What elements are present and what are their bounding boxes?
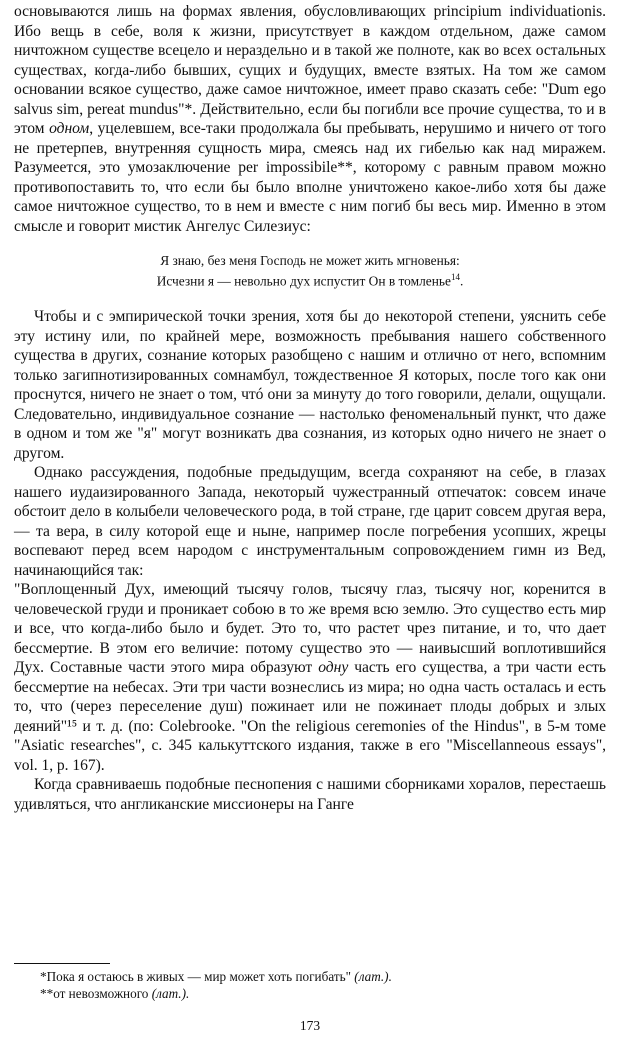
footnote-2 bbox=[14, 985, 606, 1002]
footnote-1-lang: (лат.). bbox=[354, 969, 392, 984]
paragraph-3 bbox=[14, 463, 606, 580]
page-number: 173 bbox=[299, 1018, 321, 1033]
book-page bbox=[14, 2, 606, 1038]
poem-quote bbox=[14, 252, 606, 289]
footnote-1 bbox=[14, 968, 606, 985]
poem-line-2-end: . bbox=[459, 273, 464, 289]
text-run: часть его существа, а три части есть бессмертие на небесах. Эти три части вознеслись из мира; но одна часть осталась и есть то, что (через переселение душ) пожинает или не пожинает плоды добрых и злых деяний"¹⁵ и т. д. (по: Colebrooke. "On the religious ceremonies of the Hindus", в 5-м томе "Asiatic researches", с. 345 калькуттского издания, также в его "Miscellanneous essays", vol. 1, p. 167). bbox=[14, 659, 606, 774]
text-run: Когда сравниваешь подобные песнопения с нашими сборниками хоралов, перестаешь удивляться, что англиканские миссионеры на Ганге bbox=[14, 776, 606, 813]
footnote-1-text: *Пока я остаюсь в живых — мир может хоть погибать" bbox=[40, 969, 351, 984]
footnote-2-lang: (лат.). bbox=[151, 986, 190, 1001]
paragraph-4-hymn bbox=[14, 580, 606, 775]
italic-text: одном bbox=[49, 120, 90, 137]
footnote-ref-14: 14 bbox=[450, 272, 460, 282]
paragraph-1 bbox=[14, 2, 606, 236]
poem-line-2 bbox=[14, 269, 606, 289]
poem-line-1: Я знаю, без меня Господь не может жить мгновенья: bbox=[160, 253, 460, 268]
text-run: Чтобы и с эмпирической точки зрения, хотя бы до некоторой степени, уяснить себе эту истину или, по крайней мере, возможность пребывания нашего собственного существа в других, сознание которых разобщено с нашим и отлично от него, вспомним только загипнотизированных сомнамбул, тождественное Я которых, после того как они проснутся, ничего не знает о том, чтó они за минуту до того говорили, делали, ощущали. Следовательно, индивидуальное сознание — настолько феноменальный пункт, что даже в одном и том же "я" могут возникать два сознания, из которых одно ничего не знает о другом. bbox=[14, 308, 606, 462]
poem-line-2-text: Исчезни я — невольно дух испустит Он в томленье bbox=[156, 273, 451, 289]
text-run: "Воплощенный Дух, имеющий тысячу голов, тысячу глаз, тысячу ног, коренится в человеческой груди и проникает собою в то же время всю землю. Это существо есть мир и все, что когда-либо было и будет. Это то, что растет чрез питание, и то, что дает бессмертие. В этом его величие: потому существо это — наивысший воплотившийся Дух. Составные части этого мира образуют bbox=[14, 581, 606, 677]
text-run: , уцелевшем, все-таки продолжала бы пребывать, нерушимо и ничего от того не претерпев, внутренняя сущность мира, смеясь над их гибелью как над миражем. Разумеется, это умозаключение per impossibile**, которому с равным правом можно противопоставить то, что если бы было вполне уничтожено какое-либо хотя бы даже самое ничтожное существо, то в нем и вместе с ним погиб бы весь мир. Именно в этом смысле и говорит мистик Ангелус Силезиус: bbox=[14, 120, 606, 235]
text-run: основываются лишь на формах явления, обусловливающих principium individuationis. Ибо вещь в себе, воля к жизни, присутствует в каждом отдельном, даже самом ничтожном существе всецело и нераздельно и в такой же полноте, как во всех остальных существах, когда-либо бывших, сущих и будущих, вместе взятых. На том же самом основании всякое существо, даже самое ничтожное, имеет право сказать себе: "Dum ego salvus sim, pereat mundus"*. Действительно, если бы погибли все прочие существа, то и в этом bbox=[14, 3, 606, 137]
footnote-2-text: **от невозможного bbox=[40, 986, 149, 1001]
text-run: Однако рассуждения, подобные предыдущим, всегда сохраняют на себе, в глазах нашего иудаизированного Запада, некоторый чужестранный отпечаток: совсем иначе обстоит дело в колыбели человеческого рода, в той стране, где царит совсем другая вера, — та вера, в силу которой еще и ныне, например после погребения усопших, жрецы воспевают перед всем народом с инструментальным сопровождением гимн из Вед, начинающийся так: bbox=[14, 464, 606, 579]
footnotes bbox=[14, 963, 606, 1002]
paragraph-2 bbox=[14, 307, 606, 463]
paragraph-5 bbox=[14, 775, 606, 814]
footnote-rule bbox=[14, 963, 110, 964]
italic-text: одну bbox=[318, 659, 349, 677]
